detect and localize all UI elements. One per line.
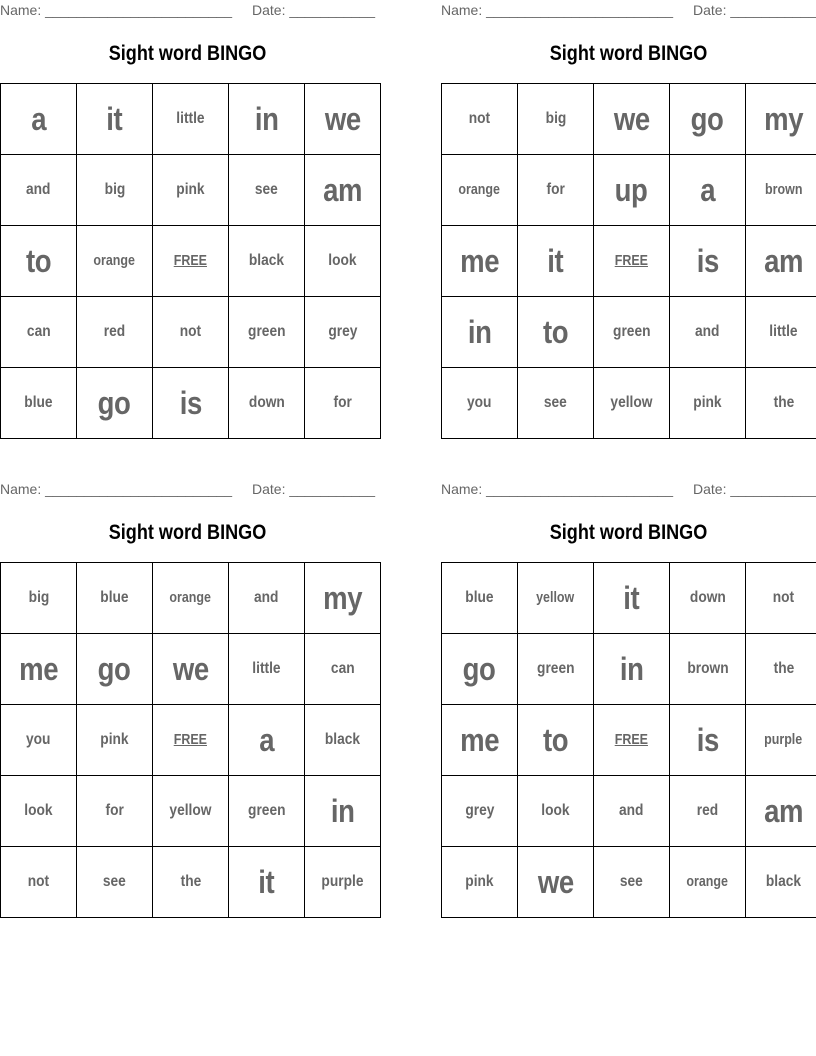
bingo-cell: black [746, 847, 816, 918]
bingo-cell: to [518, 705, 594, 776]
bingo-cell: me [1, 634, 77, 705]
bingo-cell: orange [153, 563, 229, 634]
bingo-cell: not [746, 563, 816, 634]
bingo-cell: black [229, 226, 305, 297]
bingo-cell: red [670, 776, 746, 847]
bingo-cell: we [153, 634, 229, 705]
bingo-cell: big [1, 563, 77, 634]
bingo-cell: not [442, 84, 518, 155]
bingo-cell: and [670, 297, 746, 368]
free-space-cell: FREE [594, 226, 670, 297]
bingo-cell: is [670, 705, 746, 776]
bingo-cell: a [229, 705, 305, 776]
name-date-line [441, 481, 816, 499]
bingo-cell: see [594, 847, 670, 918]
bingo-cell: purple [746, 705, 816, 776]
bingo-cell: and [1, 155, 77, 226]
bingo-grid [0, 562, 381, 918]
bingo-cell: green [594, 297, 670, 368]
bingo-cell: we [305, 84, 381, 155]
card-title: Sight word BINGO [108, 521, 267, 544]
bingo-cell: go [77, 368, 153, 439]
bingo-cell: you [442, 368, 518, 439]
bingo-cell: me [442, 226, 518, 297]
bingo-cell: down [229, 368, 305, 439]
bingo-cell: green [229, 297, 305, 368]
bingo-cell: not [153, 297, 229, 368]
bingo-cell: big [77, 155, 153, 226]
date-label: Date: ___________ [252, 2, 375, 18]
bingo-cell: the [746, 634, 816, 705]
name-date-line [441, 2, 816, 20]
bingo-cell: my [305, 563, 381, 634]
date-label: Date: ___________ [252, 481, 375, 497]
bingo-cell: grey [442, 776, 518, 847]
card-title: Sight word BINGO [549, 521, 708, 544]
bingo-cell: down [670, 563, 746, 634]
bingo-card-3 [0, 479, 375, 913]
bingo-cell: yellow [153, 776, 229, 847]
free-space-cell: FREE [153, 705, 229, 776]
bingo-card-4 [441, 479, 816, 913]
bingo-cell: yellow [594, 368, 670, 439]
bingo-cell: it [229, 847, 305, 918]
date-label: Date: ___________ [693, 2, 816, 18]
bingo-cell: look [518, 776, 594, 847]
bingo-cell: blue [442, 563, 518, 634]
bingo-cell: go [442, 634, 518, 705]
bingo-cell: and [229, 563, 305, 634]
bingo-cell: to [518, 297, 594, 368]
bingo-cell: big [518, 84, 594, 155]
bingo-cell: little [746, 297, 816, 368]
bingo-cell: for [305, 368, 381, 439]
name-date-line [0, 2, 375, 20]
bingo-cell: look [305, 226, 381, 297]
bingo-cell: go [670, 84, 746, 155]
bingo-cell: in [594, 634, 670, 705]
bingo-cell: in [305, 776, 381, 847]
bingo-cell: grey [305, 297, 381, 368]
name-label: Name: ________________________ [441, 2, 673, 18]
bingo-cell: orange [77, 226, 153, 297]
bingo-cell: is [670, 226, 746, 297]
bingo-cell: for [518, 155, 594, 226]
date-label: Date: ___________ [693, 481, 816, 497]
card-title: Sight word BINGO [108, 42, 267, 65]
bingo-cell: black [305, 705, 381, 776]
bingo-cell: blue [1, 368, 77, 439]
bingo-cell: up [594, 155, 670, 226]
bingo-cell: can [305, 634, 381, 705]
bingo-cell: can [1, 297, 77, 368]
bingo-cell: my [746, 84, 816, 155]
bingo-cell: pink [77, 705, 153, 776]
bingo-cell: we [594, 84, 670, 155]
bingo-cell: pink [153, 155, 229, 226]
name-label: Name: ________________________ [0, 481, 232, 497]
bingo-grid [441, 562, 816, 918]
bingo-cell: am [746, 226, 816, 297]
bingo-cell: orange [442, 155, 518, 226]
bingo-cell: brown [746, 155, 816, 226]
free-space-cell: FREE [153, 226, 229, 297]
bingo-cell: me [442, 705, 518, 776]
bingo-cell: look [1, 776, 77, 847]
bingo-cell: green [229, 776, 305, 847]
bingo-cell: you [1, 705, 77, 776]
bingo-cell: little [153, 84, 229, 155]
bingo-cell: and [594, 776, 670, 847]
bingo-cell: we [518, 847, 594, 918]
bingo-cell: pink [442, 847, 518, 918]
bingo-cell: go [77, 634, 153, 705]
bingo-cell: brown [670, 634, 746, 705]
bingo-cell: am [305, 155, 381, 226]
bingo-cell: a [1, 84, 77, 155]
bingo-card-2 [441, 0, 816, 434]
bingo-cell: little [229, 634, 305, 705]
name-label: Name: ________________________ [441, 481, 673, 497]
bingo-cell: pink [670, 368, 746, 439]
bingo-card-1 [0, 0, 375, 434]
bingo-cell: in [229, 84, 305, 155]
bingo-cell: green [518, 634, 594, 705]
name-label: Name: ________________________ [0, 2, 232, 18]
bingo-cell: am [746, 776, 816, 847]
bingo-cell: to [1, 226, 77, 297]
bingo-cell: it [77, 84, 153, 155]
card-title: Sight word BINGO [549, 42, 708, 65]
bingo-cell: it [594, 563, 670, 634]
bingo-cell: see [518, 368, 594, 439]
bingo-cell: a [670, 155, 746, 226]
bingo-cell: see [229, 155, 305, 226]
free-space-cell: FREE [594, 705, 670, 776]
bingo-cell: the [153, 847, 229, 918]
bingo-grid [0, 83, 381, 439]
bingo-cell: not [1, 847, 77, 918]
bingo-grid [441, 83, 816, 439]
bingo-cell: the [746, 368, 816, 439]
bingo-cell: orange [670, 847, 746, 918]
bingo-cell: for [77, 776, 153, 847]
bingo-cell: it [518, 226, 594, 297]
bingo-cell: purple [305, 847, 381, 918]
bingo-cell: in [442, 297, 518, 368]
name-date-line [0, 481, 375, 499]
bingo-cell: is [153, 368, 229, 439]
bingo-cell: see [77, 847, 153, 918]
bingo-cell: blue [77, 563, 153, 634]
bingo-cell: red [77, 297, 153, 368]
bingo-cell: yellow [518, 563, 594, 634]
